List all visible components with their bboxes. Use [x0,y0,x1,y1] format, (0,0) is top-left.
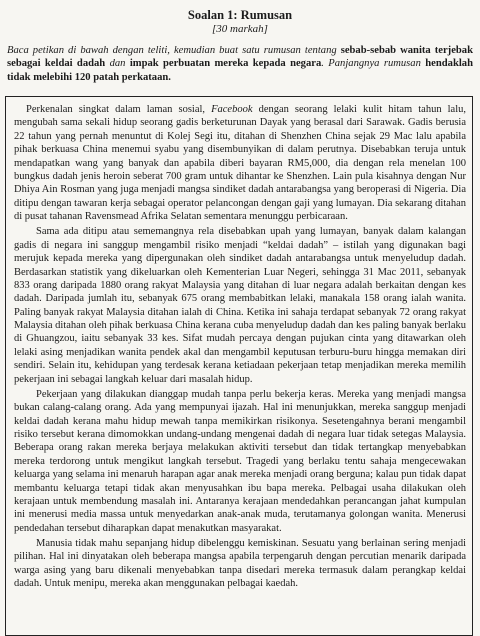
passage-paragraph-4: Manusia tidak mahu sepanjang hidup dibelenggu kemiskinan. Sesuatu yang berlainan sering menjadi pilihan. Hal ini dinyatakan oleh beberapa mangsa apabila terpengaruh dengan percutian menarik daripada warga asing yang baru dikenali menyebabkan tanpa disedari mereka termasuk dalam perangkap keldai dadah. Untuk menipu, mereka akan menggunakan pelbagai kaedah. [14,538,466,590]
passage-paragraph-2: Sama ada ditipu atau sememangnya rela disebabkan upah yang lumayan, banyak dalam kalangan gadis di negara ini sanggup mengambil risiko menjadi “keldai dadah” – istilah yang digunakan bagi merujuk kepada mereka yang dipergunakan oleh sindiket dadah antarabangsa untuk menyeludup dadah. Berdasarkan statistik yang dikeluarkan oleh Kementerian Luar Negeri, sehingga 31 Mac 2011, sebanyak 833 orang daripada 1880 orang rakyat Malaysia yang ditahan di luar negara adalah berkaitan dengan kes dadah. Daripada jumlah itu, sebanyak 675 orang membabitkan lelaki, manakala 158 orang ialah wanita. Paling banyak rakyat Malaysia ditahan ialah di China. Ketika ini sahaja terdapat sebanyak 72 orang rakyat Malaysia ditahan oleh pihak berkuasa China kerana cuba menyeludup dadah dan kes paling banyak berlaku di Ghuangzou, iaitu sebanyak 33 kes. Sifat mudah percaya dengan pujukan cinta yang ditawarkan oleh lelaki asing menjadikan wanita pendek akal dan mengambil keputusan terburu-buru hingga memakan diri sendiri. Selain itu, kehidupan yang terdesak kerana ketiadaan pekerjaan tetap menjadikan mereka memilih pekerjaan ini sebagai langkah keluar dari masalah hidup. [14,226,466,385]
passage-paragraph-1 [14,103,466,223]
instruction-text-2: dan [109,58,126,70]
paragraph-1-italic: Facebook [211,104,253,115]
instruction-text-1: Baca petikan di bawah dengan teliti, kemudian buat satu rumusan tentang [7,45,337,56]
marks-label: [30 markah] [212,23,268,35]
question-title: Soalan 1: Rumusan [187,8,293,22]
question-header [0,8,480,36]
instruction-word-limit: hendaklah tidak melebihi 120 patah perkataan. [7,58,473,83]
passage-box [5,96,473,636]
passage-paragraph-3: Pekerjaan yang dilakukan dianggap mudah tanpa perlu bekerja keras. Mereka yang menjadi mangsa bukan calang-calang orang. Ada yang mempunyai ijazah. Hal ini menunjukkan, mereka sanggup menjadi keldai dadah kerana mahu hidup mewah tanpa memikirkan risikonya. Sesetengahnya berani mengambil risiko tersebut kerana dimomokkan undang-undang mengenai dadah di negara luar tidak setegas Malaysia. Beberapa orang rakan mereka berjaya melakukan aktiviti tersebut dan tidak tertangkap menyebabkan mereka terdorong untuk mengikut langkah tersebut. Tragedi yang berlaku tentu sahaja mengecewakan keluarga yang selama ini menaruh harapan agar anak mereka menjadi orang berguna; kalau pun tidak dapat membantu keluarga tetapi tidak akan menyusahkan ibu bapa mereka. Pelbagai usaha dilakukan oleh kerajaan untuk membendung masalah ini. Antaranya kerajaan mendedahkan perancangan jahat kumpulan ini menerusi media massa untuk menyedarkan anak-anak muda, terutamanya golongan wanita. Menerusi pendedahan tersebut diharapkan dapat menakutkan masyarakat. [14,388,466,534]
instruction-focus-1: sebab-sebab wanita terjebak sebagai keldai dadah [7,45,473,70]
instruction-focus-2: impak perbuatan mereka kepada negara [129,58,322,70]
paragraph-1-text-b: dengan seorang lelaki kulit hitam tahun lalu, mengubah sama sekali hidup seorang gadis berketurunan Dayak yang berasal dari Sarawak. Gadis berusia 22 tahun yang pernah menuntut di Kolej Segi itu, ditahan di Shenzhen China sejak 29 Mac lalu apabila pihak berkuasa China menemui syabu yang disembunyikan di dalam perutnya. Disebabkan teruja untuk mendapatkan wang yang banyak dan apabila diberi bayaran RM5,000, dia dengan rela menelan 100 bungkus dadah jenis heroin seberat 700 gram untuk dihantar ke Shenzhen. Lain pula kisahnya dengan Nur Dhiya Ain Rosman yang juga menjadi mangsa sindiket dadah antarabangsa yang beroperasi di Nigeria. Dia ditipu dengan tawaran kerja sebagai operator pelancongan dengan gaji yang lumayan. Dia sekarang ditahan di pusat tahanan Ravensmead Afrika Selatan sementara menunggu perbicaraan. [14,104,467,222]
instruction-text-3: . Panjangnya rumusan [321,58,421,70]
paragraph-1-text-a: Perkenalan singkat dalam laman sosial, [26,104,206,115]
instructions [7,44,473,84]
